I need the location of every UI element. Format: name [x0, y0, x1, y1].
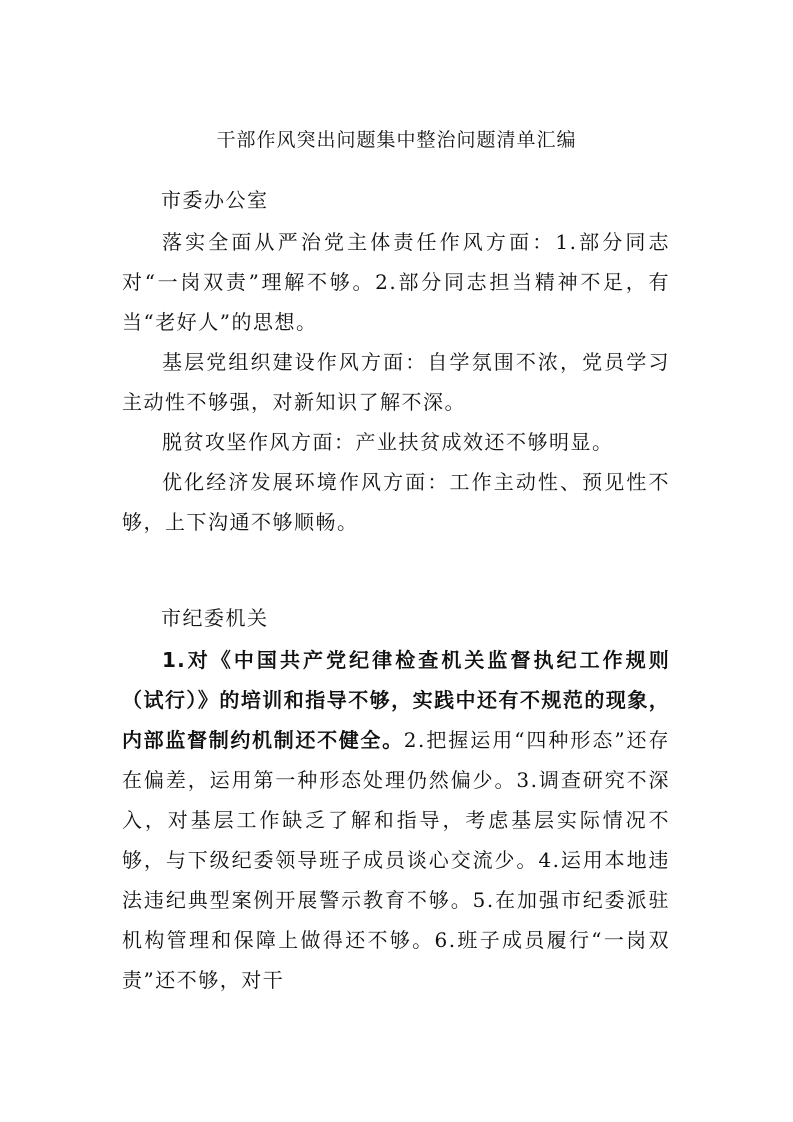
- section-heading-municipal-office: 市委办公室: [161, 188, 269, 212]
- section-heading-discipline-commission: 市纪委机关: [161, 606, 269, 630]
- paragraph: 优化经济发展环境作风方面：工作主动性、预见性不够，上下沟通不够顺畅。: [122, 470, 670, 534]
- paragraph: [122, 640, 670, 1000]
- bold-lead-text: 1.对《中国共产党纪律检查机关监督执纪工作规则（试行）》的培训和指导不够，实践中还有不规范的现象，内部监督制约机制还不健全。: [122, 648, 670, 752]
- section-body-municipal-office: [122, 222, 670, 542]
- section-body-discipline-commission: [122, 640, 670, 1000]
- paragraph: 脱贫攻坚作风方面：产业扶贫成效还不够明显。: [162, 430, 614, 454]
- document-title: 干部作风突出问题集中整治问题清单汇编: [216, 129, 577, 151]
- paragraph: 基层党组织建设作风方面：自学氛围不浓，党员学习主动性不够强，对新知识了解不深。: [122, 350, 670, 414]
- paragraph: 落实全面从严治党主体责任作风方面：1.部分同志对“一岗双责”理解不够。2.部分同志担当精神不足，有当“老好人”的思想。: [122, 230, 670, 334]
- continuation-text: 2.把握运用“四种形态”还存在偏差，运用第一种形态处理仍然偏少。3.调查研究不深入，对基层工作缺乏了解和指导，考虑基层实际情况不够，与下级纪委领导班子成员谈心交流少。4.运用本地违法违纪典型案例开展警示教育不够。5.在加强市纪委派驻机构管理和保障上做得还不够。6.班子成员履行“一岗双责”还不够，对干: [122, 728, 671, 992]
